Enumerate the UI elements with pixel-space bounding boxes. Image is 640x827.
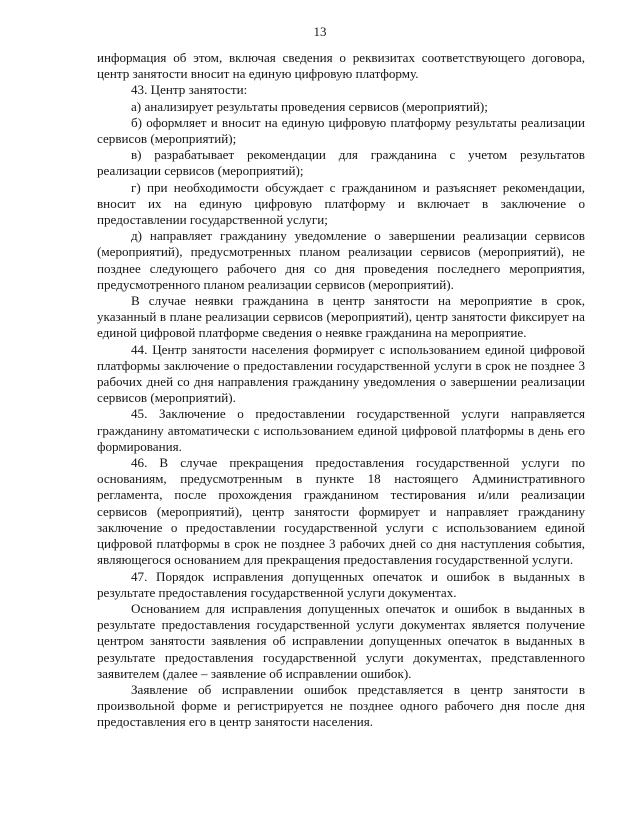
paragraph-43-b: б) оформляет и вносит на единую цифровую платформу результаты реализации сервисов (мероприятий); [97, 114, 585, 147]
paragraph-43-v: в) разрабатывает рекомендации для гражданина с учетом результатов реализации сервисов (мероприятий); [97, 147, 585, 179]
paragraph-43-a: а) анализирует результаты проведения сервисов (мероприятий); [131, 98, 488, 114]
paragraph-47: 47. Порядок исправления допущенных опечаток и ошибок в выданных в результате предоставления государственной услуги документах. [97, 568, 585, 600]
paragraph-43-heading: 43. Центр занятости: [131, 82, 248, 98]
paragraph-45: 45. Заключение о предоставлении государственной услуги направляется гражданину автоматически с использованием единой цифровой платформы в день его формирования. [97, 406, 585, 454]
paragraph-43-d: д) направляет гражданину уведомление о завершении реализации сервисов (мероприятий), предусмотренных планом реализации сервисов (мероприятий), не позднее следующего рабочего дня со дня проведения последнего мероприятия, предусмотренного планом реализации сервисов (мероприятий). [97, 228, 585, 292]
paragraph-correction-grounds: Основанием для исправления допущенных опечаток и ошибок в выданных в результате предоставления государственной услуги документах является получение центром занятости заявления об исправлении допущенных опечаток в выданных в результате предоставления государственной услуги документах, представленного заявителем (далее – заявление об исправлении ошибок). [97, 600, 585, 681]
page-number: 13 [313, 24, 327, 39]
paragraph-46: 46. В случае прекращения предоставления государственной услуги по основаниям, предусмотренным в пункте 18 настоящего Административного регламента, после прохождения гражданином тестирования и/или реализации сервисов (мероприятий), центр занятости формирует и направляет гражданину заключение о предоставлении государственной услуги с использованием единой цифровой платформы в срок не позднее 3 рабочих дней со дня наступления события, являющегося основанием для прекращения предоставления государственной услуги. [97, 455, 585, 568]
paragraph-correction-application: Заявление об исправлении ошибок представляется в центр занятости в произвольной форме и регистрируется не позднее одного рабочего дня после дня предоставления его в центр занятости населения. [97, 681, 585, 730]
paragraph-intro-continuation: информация об этом, включая сведения о реквизитах соответствующего договора, центр занятости вносит на единую цифровую платформу. [97, 50, 585, 82]
paragraph-43-g: г) при необходимости обсуждает с гражданином и разъясняет рекомендации, вносит их на единую цифровую платформу и включает в заключение о предоставлении государственной услуги; [97, 179, 585, 228]
paragraph-44: 44. Центр занятости населения формирует с использованием единой цифровой платформы заключение о предоставлении государственной услуги в срок не позднее 3 рабочих дней со дня направления гражданину уведомления о завершении реализации сервисов (мероприятий). [97, 341, 585, 406]
document-body [97, 50, 585, 731]
paragraph-no-show: В случае неявки гражданина в центр занятости на мероприятие в срок, указанный в плане реализации сервисов (мероприятий), центр занятости фиксирует на единой цифровой платформе сведения о неявке гражданина на мероприятие. [97, 293, 585, 341]
